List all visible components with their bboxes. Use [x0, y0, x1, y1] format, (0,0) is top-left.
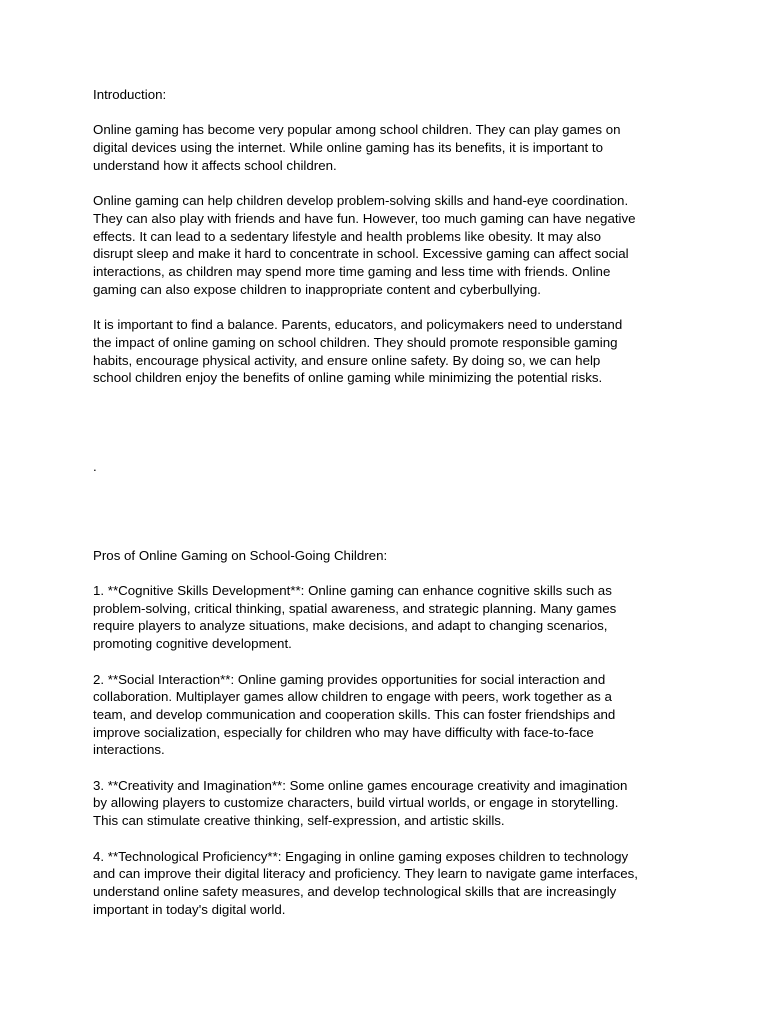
document-body	[93, 86, 693, 918]
text-line: effects. It can lead to a sedentary lifestyle and health problems like obesity. It may also	[93, 228, 602, 244]
text-line: digital devices using the internet. While online gaming has its benefits, it is important to	[93, 140, 603, 156]
text-line: 1. **Cognitive Skills Development**: Online gaming can enhance cognitive skills such as	[93, 583, 612, 598]
text-line: and can improve their digital literacy and proficiency. They learn to navigate game interfaces,	[93, 866, 638, 882]
text-line: promoting cognitive development.	[93, 636, 292, 652]
text-line: Online gaming has become very popular among school children. They can play games on	[93, 122, 621, 138]
pros-item-3	[93, 777, 693, 830]
text-line: Online gaming can help children develop problem-solving skills and hand-eye coordination.	[93, 193, 629, 209]
text-line: This can stimulate creative thinking, self-expression, and artistic skills.	[93, 813, 505, 829]
text-line: 3. **Creativity and Imagination**: Some online games encourage creativity and imagination	[93, 777, 628, 793]
pros-item-2	[93, 671, 693, 760]
text-line: collaboration. Multiplayer games allow children to engage with peers, work together as a	[93, 689, 612, 705]
intro-paragraph-1	[93, 121, 693, 174]
text-line: problem-solving, critical thinking, spatial awareness, and strategic planning. Many games	[93, 600, 617, 616]
text-line: interactions.	[93, 742, 165, 758]
text-line: important in today's digital world.	[93, 901, 286, 917]
text-line: They can also play with friends and have fun. However, too much gaming can have negative	[93, 210, 636, 226]
text-line: 4. **Technological Proficiency**: Engaging in online gaming exposes children to technology	[93, 848, 629, 864]
intro-heading: Introduction:	[93, 87, 167, 102]
text-line: understand how it affects school children.	[93, 157, 337, 173]
text-line: gaming can also expose children to inappropriate content and cyberbullying.	[93, 281, 541, 297]
pros-item-1	[93, 582, 693, 653]
separator-dot: .	[93, 458, 97, 474]
text-line: improve socialization, especially for children who may have difficulty with face-to-face	[93, 724, 594, 740]
text-line: require players to analyze situations, make decisions, and adapt to changing scenarios,	[93, 618, 608, 634]
text-line: interactions, as children may spend more time gaming and less time with friends. Online	[93, 264, 611, 279]
text-line: habits, encourage physical activity, and ensure online safety. By doing so, we can help	[93, 352, 601, 368]
text-line: the impact of online gaming on school children. They should promote responsible gaming	[93, 334, 618, 350]
text-line: school children enjoy the benefits of online gaming while minimizing the potential risks.	[93, 370, 603, 386]
text-line: It is important to find a balance. Parents, educators, and policymakers need to understand	[93, 317, 623, 333]
pros-heading: Pros of Online Gaming on School-Going Children:	[93, 547, 388, 563]
intro-paragraph-3	[93, 316, 693, 387]
text-line: team, and develop communication and cooperation skills. This can foster friendships and	[93, 706, 616, 722]
intro-paragraph-2	[93, 192, 693, 298]
text-line: understand online safety measures, and develop technological skills that are increasingly	[93, 883, 617, 899]
pros-item-4	[93, 848, 693, 919]
text-line: 2. **Social Interaction**: Online gaming provides opportunities for social interaction and	[93, 671, 606, 687]
text-line: disrupt sleep and make it hard to concentrate in school. Excessive gaming can affect social	[93, 246, 629, 262]
text-line: by allowing players to customize characters, build virtual worlds, or engage in storytelling.	[93, 795, 619, 811]
